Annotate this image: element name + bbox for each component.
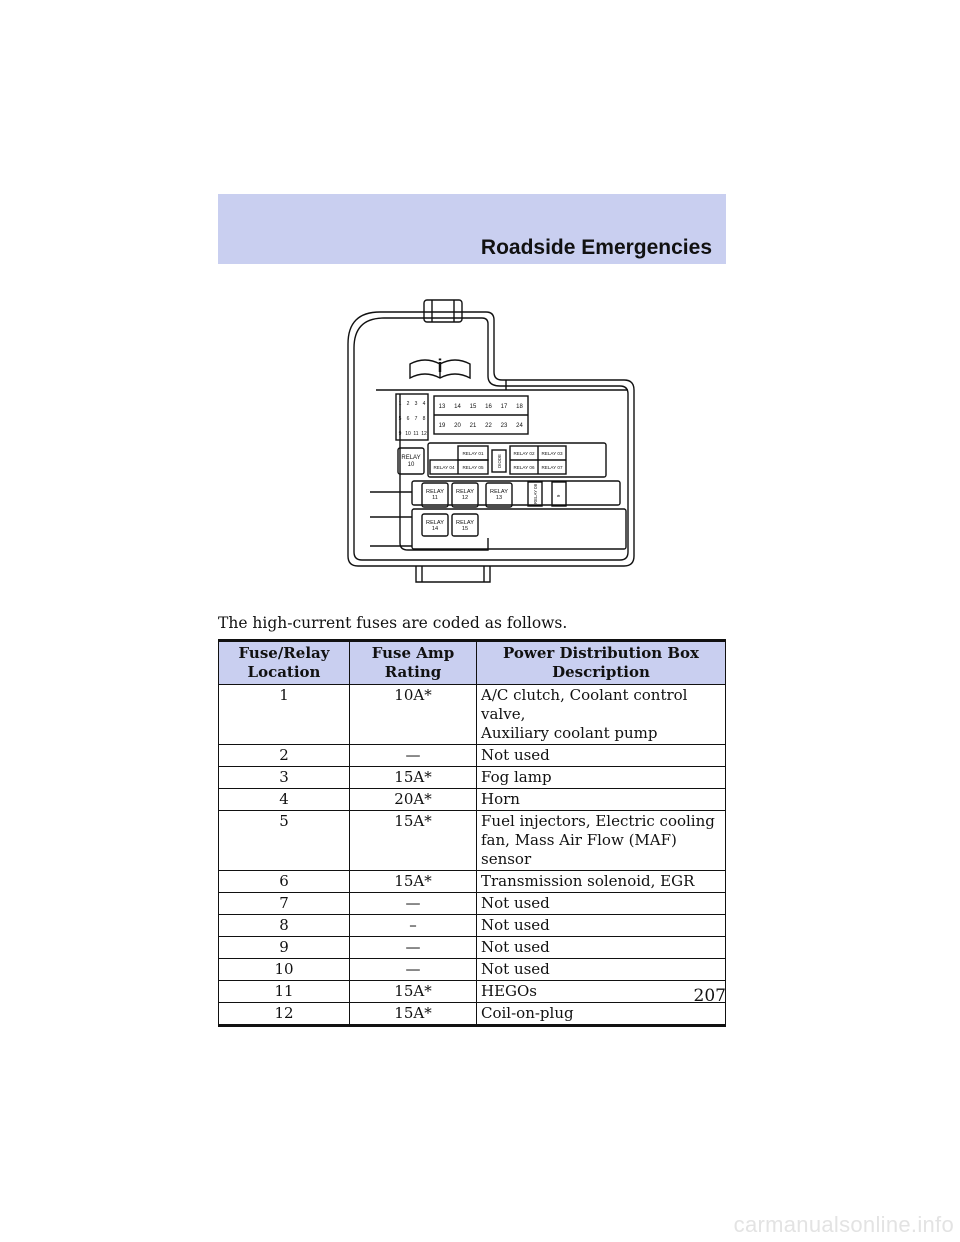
cell-location: 2 — [219, 745, 350, 767]
cell-location: 11 — [219, 981, 350, 1003]
cell-description: Not used — [477, 959, 726, 981]
diagram-label: 13 — [495, 495, 503, 501]
cell-description: Not used — [477, 937, 726, 959]
cell-location: 10 — [219, 959, 350, 981]
cell-rating: 10A* — [350, 685, 477, 745]
section-title: Roadside Emergencies — [480, 236, 712, 259]
diagram-label: 21 — [469, 423, 477, 429]
diagram-label: 10 — [405, 431, 411, 437]
cell-location: 3 — [219, 767, 350, 789]
cell-description: Coil-on-plug — [477, 1003, 726, 1026]
diagram-label: 11 — [413, 431, 419, 437]
diagram-label: 19 — [438, 423, 446, 429]
cell-description: Not used — [477, 893, 726, 915]
cell-description: Not used — [477, 915, 726, 937]
diagram-label: 1 — [398, 401, 402, 407]
diagram-label: 5 — [398, 416, 402, 422]
diagram-label: 20 — [454, 423, 461, 429]
diagram-label: 9 — [398, 431, 402, 437]
cell-rating: — — [350, 745, 477, 767]
diagram-label: 22 — [485, 423, 492, 429]
diagram-label: RELAY 06 — [513, 465, 535, 470]
cell-rating: 15A* — [350, 1003, 477, 1026]
diagram-label: 3 — [414, 401, 418, 407]
diagram-label: RELAY 08 — [533, 483, 538, 505]
cell-rating: 15A* — [350, 871, 477, 893]
diagram-label: RELAY 05 — [462, 465, 484, 470]
cell-rating: 15A* — [350, 767, 477, 789]
diagram-label: 6 — [406, 416, 410, 422]
diagram-label: 10 — [407, 462, 415, 468]
diagram-label: 23 — [500, 423, 508, 429]
diagram-label: 2 — [406, 401, 410, 407]
diagram-label: RELAY — [426, 489, 444, 495]
diagram-label: 14 — [454, 404, 461, 410]
diagram-label: 24 — [516, 423, 523, 429]
table-row — [219, 915, 726, 937]
diagram-label: 9 — [556, 494, 561, 498]
cell-description: Horn — [477, 789, 726, 811]
diagram-label: 16 — [485, 404, 492, 410]
table-row — [219, 937, 726, 959]
table-row — [219, 811, 726, 871]
diagram-label: RELAY — [456, 489, 474, 495]
header-band — [218, 194, 726, 264]
fuse-box-diagram — [340, 298, 640, 594]
col-description: Power Distribution Box Description — [477, 641, 726, 685]
diagram-label: RELAY — [490, 489, 508, 495]
table-header-row — [219, 641, 726, 685]
diagram-label: RELAY 01 — [462, 451, 484, 456]
diagram-label: 12 — [421, 431, 427, 437]
table-row — [219, 745, 726, 767]
cell-description: A/C clutch, Coolant control valve, Auxiliary coolant pump — [477, 685, 726, 745]
diagram-label: RELAY 02 — [513, 451, 535, 456]
cell-location: 7 — [219, 893, 350, 915]
cell-location: 12 — [219, 1003, 350, 1026]
diagram-label: RELAY — [426, 520, 444, 526]
table-row — [219, 789, 726, 811]
diagram-label: RELAY — [401, 455, 421, 461]
table-row — [219, 685, 726, 745]
diagram-label: 15 — [461, 526, 469, 532]
cell-location: 4 — [219, 789, 350, 811]
cell-rating: 15A* — [350, 981, 477, 1003]
page-number: 207 — [693, 986, 726, 1006]
info-glyph: i — [437, 356, 443, 376]
table-row — [219, 1003, 726, 1026]
intro-text: The high-current fuses are coded as follows. — [218, 614, 568, 632]
diagram-label: 14 — [431, 526, 439, 532]
cell-rating: — — [350, 893, 477, 915]
table-row — [219, 767, 726, 789]
cell-location: 6 — [219, 871, 350, 893]
diagram-label: RELAY 07 — [541, 465, 563, 470]
fuse-table — [218, 639, 726, 1027]
table-row — [219, 893, 726, 915]
cell-rating: 15A* — [350, 811, 477, 871]
cell-rating: — — [350, 937, 477, 959]
cell-rating: – — [350, 915, 477, 937]
diagram-label: RELAY 04 — [433, 465, 455, 470]
col-rating: Fuse Amp Rating — [350, 641, 477, 685]
diagram-label: 12 — [461, 495, 469, 501]
cell-description: Fuel injectors, Electric cooling fan, Mass Air Flow (MAF) sensor — [477, 811, 726, 871]
watermark: carmanualsonline.info — [733, 1212, 954, 1237]
cell-rating: — — [350, 959, 477, 981]
cell-location: 9 — [219, 937, 350, 959]
cell-description: Not used — [477, 745, 726, 767]
diagram-label: RELAY 03 — [541, 451, 563, 456]
cell-location: 1 — [219, 685, 350, 745]
diagram-label: 13 — [438, 404, 446, 410]
cell-location: 5 — [219, 811, 350, 871]
cell-description: HEGOs — [477, 981, 726, 1003]
diagram-label: RELAY — [456, 520, 474, 526]
diagram-label: 4 — [422, 401, 426, 407]
diagram-label: 11 — [432, 495, 438, 501]
col-location: Fuse/Relay Location — [219, 641, 350, 685]
cell-location: 8 — [219, 915, 350, 937]
diagram-label: 18 — [516, 404, 523, 410]
diagram-label: DIODE — [497, 454, 502, 468]
table-row — [219, 871, 726, 893]
table-row — [219, 981, 726, 1003]
diagram-label: 17 — [500, 404, 508, 410]
diagram-label: 15 — [469, 404, 477, 410]
diagram-label: 7 — [414, 416, 418, 422]
cell-rating: 20A* — [350, 789, 477, 811]
cell-description: Transmission solenoid, EGR — [477, 871, 726, 893]
cell-description: Fog lamp — [477, 767, 726, 789]
diagram-label: 8 — [422, 416, 426, 422]
table-row — [219, 959, 726, 981]
